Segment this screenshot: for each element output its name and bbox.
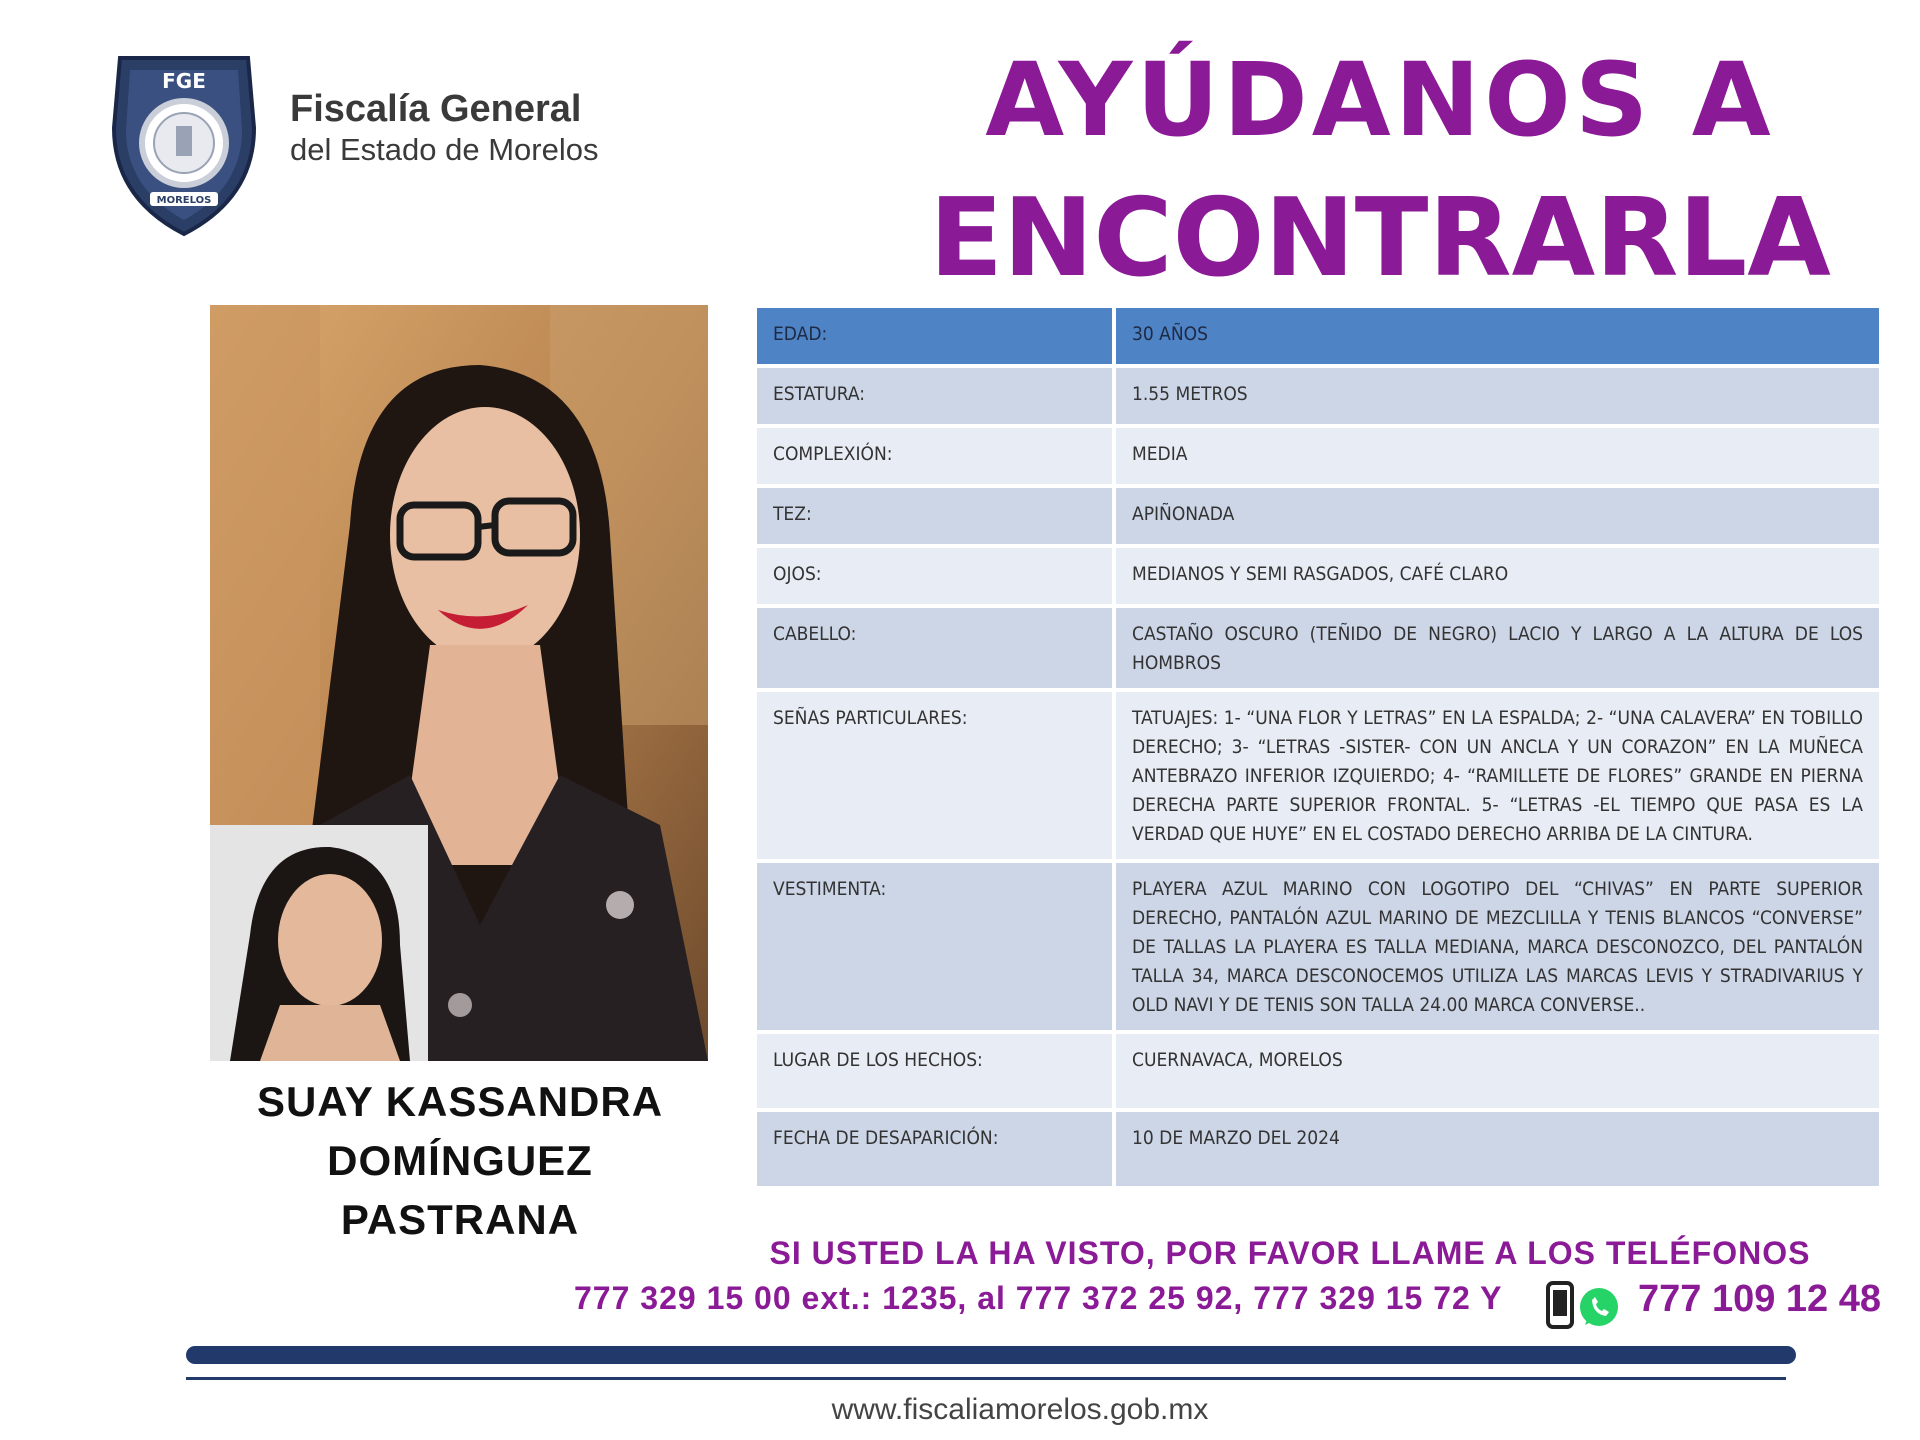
row-value: 30 AÑOS — [1116, 308, 1879, 364]
fge-badge-logo — [108, 48, 260, 238]
details-row-age — [757, 308, 1879, 364]
row-label: SEÑAS PARTICULARES: — [757, 692, 1116, 859]
row-value: APIÑONADA — [1116, 488, 1879, 544]
whatsapp-number: 777 109 12 48 — [1638, 1278, 1882, 1320]
details-row-hair — [757, 608, 1879, 688]
row-value: CASTAÑO OSCURO (TEÑIDO DE NEGRO) LACIO Y LARGO A LA ALTURA DE LOS HOMBROS — [1116, 608, 1879, 688]
badge-bottom-text: MORELOS — [156, 195, 212, 206]
row-label: OJOS: — [757, 548, 1116, 604]
details-row-complexion — [757, 488, 1879, 544]
headline-line1: AYÚDANOS A — [985, 41, 1775, 160]
org-subtitle: del Estado de Morelos — [290, 132, 599, 167]
person-name-line2: DOMÍNGUEZ — [327, 1137, 593, 1184]
row-label: VESTIMENTA: — [757, 863, 1116, 1030]
details-table — [757, 304, 1879, 1190]
row-label: ESTATURA: — [757, 368, 1116, 424]
row-label: FECHA DE DESAPARICIÓN: — [757, 1112, 1116, 1186]
details-row-height — [757, 368, 1879, 424]
inset-photo — [210, 825, 428, 1061]
contact-line1: SI USTED LA HA VISTO, POR FAVOR LLAME A LOS TELÉFONOS — [769, 1235, 1811, 1271]
row-value: 1.55 METROS — [1116, 368, 1879, 424]
person-name-line1: SUAY KASSANDRA — [256, 1078, 664, 1125]
details-row-clothing — [757, 863, 1879, 1030]
details-row-build — [757, 428, 1879, 484]
row-value: TATUAJES: 1- “UNA FLOR Y LETRAS” EN LA ESPALDA; 2- “UNA CALAVERA” EN TOBILLO DERECHO; 3- “LETRAS -SISTER- CON UN ANCLA Y UN CORAZON” EN LA MUÑECA ANTEBRAZO INFERIOR IZQUIERDO; 4- “RAMILLETE DE FLORES” GRANDE EN PIERNA DERECHA PARTE SUPERIOR FRONTAL. 5- “LETRAS -EL TIEMPO QUE PASA ES LA VERDAD QUE HUYE” EN EL COSTADO DERECHO ARRIBA DE LA CINTURA. — [1116, 692, 1879, 859]
row-value: PLAYERA AZUL MARINO CON LOGOTIPO DEL “CHIVAS” EN PARTE SUPERIOR DERECHO, PANTALÓN AZUL MARINO DE MEZCLILLA Y TENIS BLANCOS “CONVERSE” DE TALLAS LA PLAYERA ES TALLA MEDIANA, MARCA DESCONOZCO, DEL PANTALÓN TALLA 34, MARCA DESCONOCEMOS UTILIZA LAS MARCAS LEVIS Y STRADIVARIUS Y OLD NAVI Y DE TENIS SON TALLA 24.00 MARCA CONVERSE.. — [1116, 863, 1879, 1030]
person-name-line3: PASTRANA — [340, 1196, 580, 1243]
row-label: COMPLEXIÓN: — [757, 428, 1116, 484]
phone-whatsapp-icons — [1545, 1280, 1621, 1330]
row-value: MEDIANOS Y SEMI RASGADOS, CAFÉ CLARO — [1116, 548, 1879, 604]
row-value: CUERNAVACA, MORELOS — [1116, 1034, 1879, 1108]
badge-text: FGE — [162, 69, 206, 93]
org-title: Fiscalía General — [290, 88, 582, 130]
person-name — [200, 1072, 720, 1249]
details-row-date — [757, 1112, 1879, 1186]
headline-line2: ENCONTRARLA — [929, 176, 1831, 301]
row-label: EDAD: — [757, 308, 1116, 364]
website-link[interactable]: www.fiscaliamorelos.gob.mx — [831, 1393, 1209, 1426]
details-row-eyes — [757, 548, 1879, 604]
row-value: MEDIA — [1116, 428, 1879, 484]
details-row-marks — [757, 692, 1879, 859]
details-row-place — [757, 1034, 1879, 1108]
whatsapp-icon — [1580, 1288, 1618, 1326]
row-label: CABELLO: — [757, 608, 1116, 688]
footer-divider — [186, 1377, 1786, 1380]
row-value: 10 DE MARZO DEL 2024 — [1116, 1112, 1879, 1186]
contact-phone-numbers: 777 329 15 00 ext.: 1235, al 777 372 25 92, 777 329 15 72 Y — [574, 1280, 1503, 1316]
row-label: LUGAR DE LOS HECHOS: — [757, 1034, 1116, 1108]
row-label: TEZ: — [757, 488, 1116, 544]
footer-bar — [186, 1346, 1796, 1364]
